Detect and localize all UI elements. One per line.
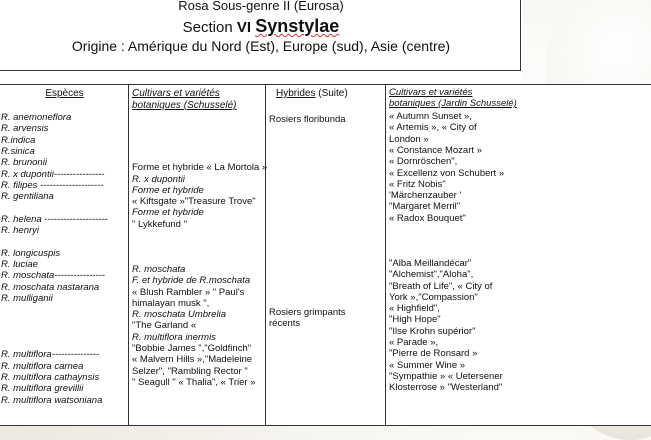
hybrid-grimpants-line2: récents [269, 318, 301, 329]
cultivar-entry: F. et hybride de R.moschata [132, 275, 251, 287]
cultivar-entry: R. x dupontii [132, 173, 185, 185]
species-entry: R. henryi [1, 225, 40, 236]
species-entry: R. moschata---------------- [1, 270, 105, 282]
cultivar-garden-entry: 'Märchenzauber ' [389, 190, 462, 202]
cultivar-garden-entry: "Alchemist","Aloha", [389, 269, 474, 281]
cultivar-entry: "The Garland « [132, 320, 197, 332]
cultivar-garden-entry: Klosterrose » "Westerland" [389, 382, 503, 394]
hybrid-floribunda: Rosiers floribunda [269, 114, 346, 125]
column-hybrides [266, 85, 386, 425]
cultivar-garden-entry: « Parade », [389, 337, 439, 348]
species-entry: R. arvensis [1, 123, 49, 135]
cultivar-garden-entry: "Alba Meillandécar" [389, 257, 472, 269]
section-number: VI [236, 19, 252, 36]
header-cultivars-2-line1: Cultivars et variétés [389, 87, 473, 98]
cultivar-garden-entry: « Artemis », « City of [389, 122, 477, 134]
cultivar-garden-entry: « Autumn Sunset », [389, 111, 472, 122]
column-cultivars-1 [129, 85, 266, 425]
cultivar-garden-entry: London » [389, 133, 429, 145]
species-entry: R. mulliganii [1, 292, 53, 304]
cultivar-garden-entry: « Radox Bouquet" [389, 212, 466, 224]
cultivar-garden-entry: "High Hope" [389, 314, 441, 326]
cultivar-entry: Forme et hybride « La Mortola » [132, 162, 268, 174]
subgenus-title: Rosa Sous-genre II (Eurosa) [178, 0, 344, 13]
section-header [0, 0, 521, 71]
species-entry: R. multiflora cathaynsis [1, 371, 100, 383]
cultivar-garden-entry: « Fritz Nobis" [389, 178, 446, 190]
species-entry: R. filipes -------------------- [1, 179, 104, 191]
header-hybrides-word: Hybrides [276, 88, 316, 99]
cultivar-entry: himalayan musk ", [132, 297, 210, 309]
origin-line: Origine : Amérique du Nord (Est), Europe (sud), Asie (centre) [71, 38, 451, 54]
cultivar-entry: Forme et hybride [132, 184, 204, 196]
header-cultivars-2 [389, 87, 517, 109]
cultivar-garden-entry: « Dornröschen", [389, 156, 458, 168]
species-entry: R. multiflora--------------- [1, 349, 100, 361]
species-entry: R.indica [1, 134, 36, 146]
header-hybrides [276, 88, 348, 100]
cultivar-entry: "Bobbie James ","Goldfinch" [132, 343, 252, 354]
header-hybrides-suite: (Suite) [315, 88, 348, 99]
cultivar-entry: Selzer", "Rambling Rector " [132, 365, 248, 377]
cultivar-garden-entry: "Sympathie » « Uetersener [389, 370, 503, 382]
header-cultivars-1 [132, 88, 237, 112]
cultivar-garden-entry: "Breath of Life", « City of [389, 280, 493, 292]
cultivar-entry: " Lykkefund " [132, 218, 187, 230]
species-entry: R. multiflora grevillii [1, 383, 84, 395]
species-entry: R. longicuspis [1, 247, 61, 259]
species-entry: R.sinica [1, 145, 35, 157]
cultivar-entry: « Kiftsgate »"Treasure Trove" [132, 196, 256, 208]
cultivar-garden-entry: « Summer Wine » [389, 359, 466, 371]
cultivar-garden-entry: York »,"Compassion" [389, 291, 478, 303]
header-especes: Espèces [45, 88, 84, 99]
species-entry: R. brunonii [1, 157, 47, 169]
cultivar-garden-entry: "Pierre de Ronsard » [389, 348, 478, 360]
header-cultivars-1-line1: Cultivars et variétés [132, 88, 220, 99]
header-cultivars-1-line2: botaniques (Schusselé) [132, 100, 237, 111]
column-cultivars-2 [386, 85, 651, 425]
species-entry: R. x dupontii---------------- [1, 168, 105, 180]
cultivar-entry: R. moschata Umbrelia [132, 309, 226, 321]
column-especes [0, 85, 129, 425]
cultivar-garden-entry: "Ilse Krohn supérior" [389, 325, 476, 337]
species-entry: R. anemoneflora [1, 112, 72, 123]
cultivar-entry: R. multiflora inermis [132, 331, 216, 343]
species-entry: R. multiflora watsoniana [1, 394, 103, 406]
species-entry: R. helena -------------------- [1, 213, 108, 225]
header-cultivars-2-line2: botaniques (Jardin Schusselé) [389, 98, 517, 109]
cultivar-entry: « Malvern Hills »,"Madeleine [132, 354, 253, 366]
cultivar-entry: Forme et hybride [132, 207, 204, 219]
cultivar-entry: « Blush Rambler » " Paul's [132, 286, 245, 298]
cultivar-garden-entry: « Highfield", [389, 303, 440, 315]
section-title [0, 16, 522, 37]
section-word: Section [182, 19, 233, 36]
cultivar-garden-entry: « Constance Mozart » [389, 144, 482, 156]
cultivar-entry: R. moschata [132, 263, 186, 275]
section-name: Synstylae [255, 16, 340, 36]
species-entry: R. moschata nastarana [1, 281, 100, 293]
hybrid-grimpants-line1: Rosiers grimpants [269, 307, 346, 318]
cultivar-garden-entry: « Excellenz von Schubert » [389, 167, 505, 179]
species-table [0, 84, 651, 426]
cultivar-entry: " Seagull " « Thalia", « Trier » [132, 376, 256, 388]
cultivar-garden-entry: "Margaret Merril" [389, 201, 461, 213]
species-entry: R. gentiliana [1, 191, 54, 203]
species-entry: R. multiflora carnea [1, 360, 84, 372]
species-entry: R. luciae [1, 258, 38, 270]
